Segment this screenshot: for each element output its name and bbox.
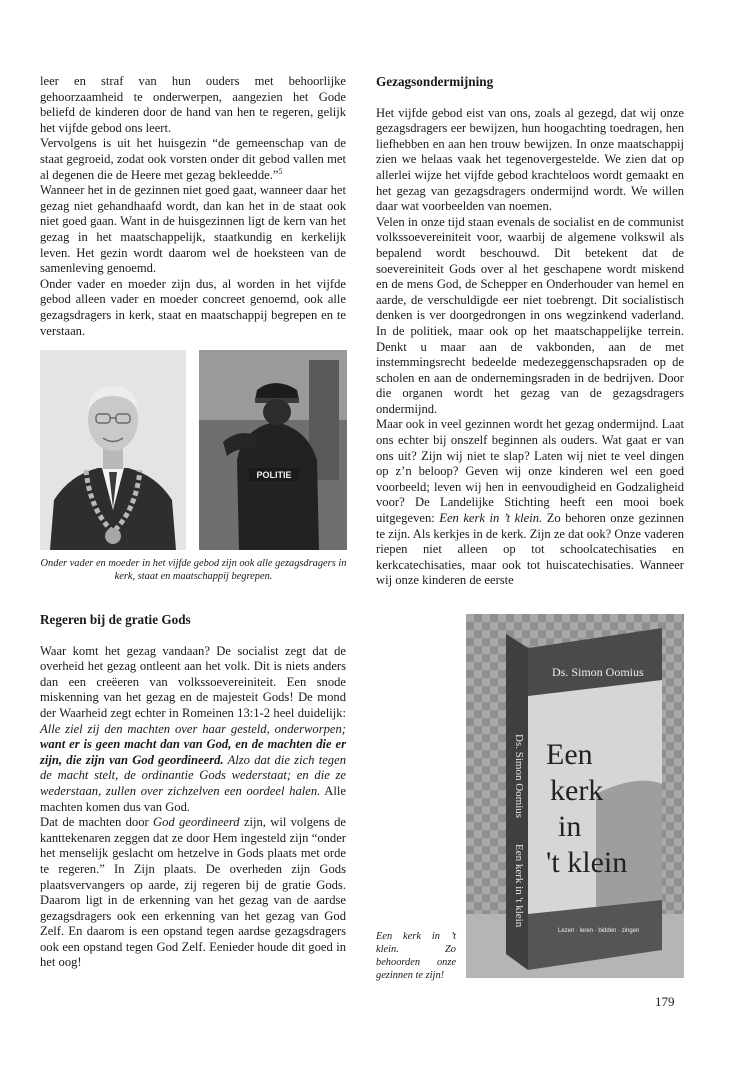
bible-quote: Alzo dat die zich tegen de macht stelt, de ordinantie Gods wederstaat; en die ze wederstaan, zullen over zichzelven een oordeel halen. (40, 752, 346, 798)
cover-title-line: Een (546, 738, 593, 771)
paragraph: Wanneer het in de gezinnen niet goed gaat, wanneer daar het gezag niet gehandhaafd wordt, dan kan het in de staat ook niet goed gaan. Want in de huisgezinnen ligt de kern van het gezag in het maatschappelijk, staatkundig en kerkelijk leven. Het gezin wordt daarom wel de hoeksteen van de samenleving genoemd. (40, 183, 346, 276)
text-run: zijn, wil volgens de kanttekenaren zeggen dat ze door Hem ingesteld zijn “onder het menselijk geslacht om hetzelve in Gods plaats met orde te regeren.” In Zijn plaats. De overheden zijn Gods plaatsvervangers op aarde, zij regeren bij de gratie Gods. Daarom ligt in de erkenning van het gezag van de aardse gezagsdragers ook een erkenning van het gezag van God Zelf. En daarom is een opstand tegen aardse gezagsdragers ook een opstand tegen God Zelf. Eenieder houde dit goed in het oog! (40, 815, 346, 970)
text-run: Zo behoren onze gezinnen te zijn. Als kerkjes in de kerk. Zijn ze dat ook? Onze vaderen riepen niet alleen op tot schoolcatechisaties en kerkcatechisaties, maar ook tot huiscatechisaties. Wanneer wij onze kinderen de eerste (376, 511, 684, 588)
paragraph (40, 644, 346, 816)
book-spine-title: Een kerk in 't klein (513, 844, 525, 928)
cover-title-line: in (558, 810, 582, 843)
police-illustration (199, 350, 347, 550)
paragraph: leer en straf van hun ouders met behoorlijke gehoorzaamheid te onderwerpen, aangezien het Gode beliefd de kinderen door de hand van hen te regeren, gelijk het vijfde gebod ons leert. (40, 74, 346, 135)
footnote-ref: 5 (278, 166, 283, 176)
section-heading: Gezagsondermijning (376, 74, 494, 89)
paragraph: Het vijfde gebod eist van ons, zoals al gezegd, dat wij onze gezagsdragers eer bewijzen, hun hoogachting toedragen, hen liefhebben en aan hen trouw bewijzen. In onze maatschappij zien we helaas vaak het tegenovergestelde. We zien dat op allerlei wijze het vijfde gebod krachteloos wordt gemaakt en het gezag van gezagsdragers ondermijnd wordt. We willen daar wat voorbeelden van noemen. (376, 105, 684, 214)
cover-title-line: 't klein (546, 846, 628, 879)
book-illustration (466, 614, 684, 978)
photo-pair (40, 350, 347, 550)
book-spine-author: Ds. Simon Oomius (513, 734, 525, 819)
paragraph: Onder vader en moeder zijn dus, al worden in het vijfde gebod alleen vader en moeder concreet genoemd, ook alle gezagsdragers in kerk, staat en maatschappij begrepen en te verstaan. (40, 276, 346, 338)
text-run: Maar ook in veel gezinnen wordt het gezag ondermijnd. Laat ons echter bij onszelf beginnen als ouders. Wat gaat er van ons uit? Zijn wij niet te slap? Laten wij niet te veel dingen op z’n beloop? Geven wij onze kinderen wel een goed voorbeeld; leven wij hen in eenvoudigheid en Godzaligheid voor? De Landelijke Stichting heeft een mooi boek uitgegeven: (376, 417, 684, 526)
emphasis: God geordineerd (153, 815, 240, 830)
bible-quote: Alle ziel zij den machten over haar gesteld, onderworpen; (40, 721, 346, 736)
cover-subtitle: Lezen · leren · bidden · zingen (558, 928, 640, 934)
page-number: 179 (655, 994, 675, 1009)
book-author-cover: Ds. Simon Oomius (552, 665, 644, 679)
quote-text: Vervolgens is uit het huisgezin “de gemeenschap van de staat gegroeid, zodat ook vorsten onder dit gebod vallen met al degenen die de Heere met gezag bekleedde.” (40, 136, 346, 182)
book-caption: Een kerk in ’t klein. Zo behoorden onze gezinnen te zijn! (376, 931, 456, 981)
mayor-photo (40, 350, 186, 550)
police-photo (199, 350, 347, 550)
paragraph (40, 136, 346, 183)
section-heading: Regeren bij de gratie Gods (40, 612, 191, 627)
cover-title-line: kerk (550, 774, 604, 807)
text-run: Alle machten komen dus van God. (40, 783, 346, 814)
text-run: Dat de machten door (40, 815, 153, 830)
book-photo (466, 614, 684, 978)
paragraph (376, 417, 684, 589)
police-badge-text: POLITIE (256, 470, 292, 480)
text-run: Waar komt het gezag vandaan? De socialist zegt dat de overheid het gezag ontleent aan het volk. Dit is niets anders dan een creëeren van volkssoevereiniteit. Een snode miskenning van het gezag en de majesteit Gods! De mond der Waarheid zegt echter in Romeinen 13:1-2 heel duidelijk: (40, 643, 346, 720)
mayor-illustration (40, 350, 186, 550)
left-column-text (40, 74, 346, 339)
book-title: Een kerk in ’t klein. (439, 511, 543, 526)
paragraph: Velen in onze tijd staan evenals de socialist en de communist volkssoevereiniteit voor, waarbij de algemene volkswil als bepalend wordt beschouwd. Dit betekent dat de soevereiniteit Gods over al het geschapene wordt miskend en de mens God, de Schepper en Onderhouder van hemel en aarde, de verschuldigde eer niet toebrengt. Dit socialistisch denken is ver doorgedrongen in ons wegzinkend vaderland. In de politiek, maar ook op het maatschappelijke terrein. Denkt u maar aan de vakbonden, aan de met instemmingsrecht bedeelde medezeggenschapsraden op de scholen en aan de ondernemingsraden in de bedrijven. Door die organen wordt het gezag van de gezagsdragers ondermijnd. (376, 214, 684, 416)
section-regeren (40, 612, 346, 971)
bible-quote-bold: want er is geen macht dan van God, en de machten die er zijn, die zijn van God geordineerd. (40, 737, 346, 767)
photo-caption: Onder vader en moeder in het vijfde gebod zijn ook alle gezagsdragers in kerk, staat en maatschappij begrepen. (40, 558, 347, 582)
paragraph (40, 815, 346, 971)
right-column-text (376, 74, 684, 589)
